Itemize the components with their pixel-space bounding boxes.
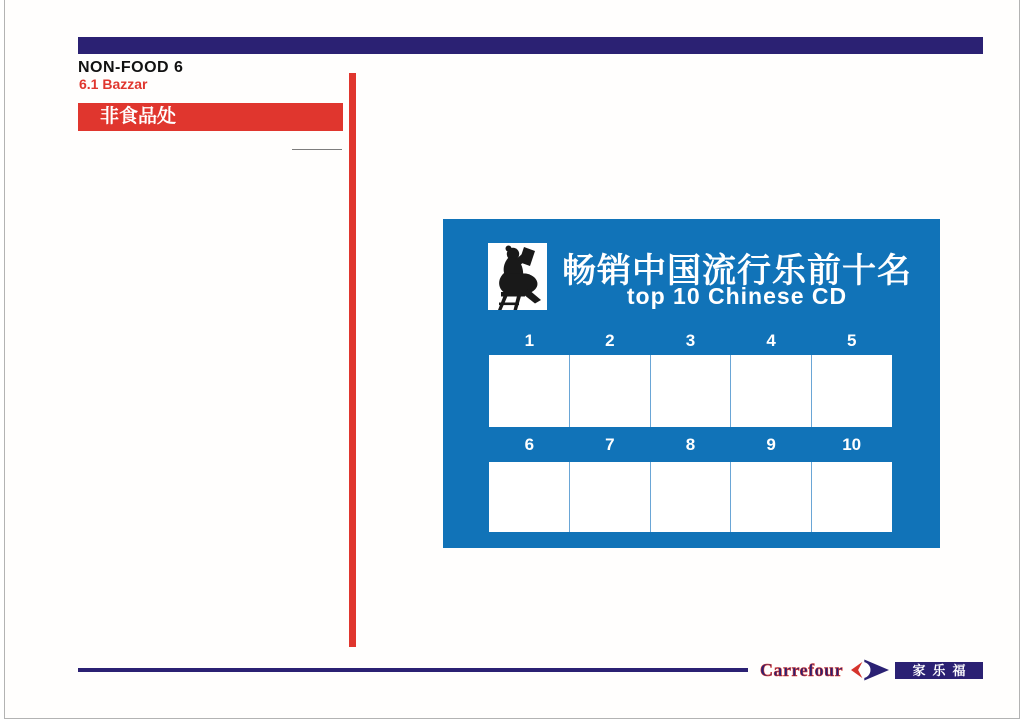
cd-slot bbox=[489, 462, 570, 532]
cd-slot bbox=[651, 355, 732, 427]
rank-number: 2 bbox=[605, 331, 615, 350]
cd-slot bbox=[570, 355, 651, 427]
sign-title-english: top 10 Chinese CD bbox=[626, 283, 848, 309]
rank-number: 1 bbox=[524, 331, 535, 350]
cd-slot bbox=[731, 355, 812, 427]
cd-slot-row-1 bbox=[489, 355, 892, 427]
sign-title-chinese: 畅销中国流行乐前十名 bbox=[562, 252, 912, 290]
rank-number: 7 bbox=[605, 435, 615, 454]
cd-slot bbox=[570, 462, 651, 532]
cd-slot bbox=[812, 355, 892, 427]
top10-cd-sign-panel bbox=[443, 219, 940, 548]
reading-person-silhouette-icon bbox=[488, 243, 547, 310]
cd-slot bbox=[489, 355, 570, 427]
red-vertical-divider bbox=[349, 73, 356, 647]
carrefour-wordmark: Carrefour bbox=[760, 660, 844, 680]
cd-slot bbox=[812, 462, 892, 532]
top-rule bbox=[78, 37, 983, 54]
carrefour-chinese-wordmark: 家乐福 bbox=[895, 662, 983, 679]
section-label-cn: 非食品处 bbox=[100, 106, 177, 127]
page-subtitle: 6.1 Bazzar bbox=[79, 76, 148, 92]
rank-number: 4 bbox=[766, 331, 776, 350]
cd-slot-row-2 bbox=[489, 462, 892, 532]
rank-number: 3 bbox=[685, 331, 696, 350]
cd-slot bbox=[651, 462, 732, 532]
cd-slot bbox=[731, 462, 812, 532]
page-title: NON-FOOD 6 bbox=[78, 59, 184, 76]
section-label-bar bbox=[78, 103, 343, 131]
rank-numbers-row-2 bbox=[489, 435, 892, 457]
rank-number: 10 bbox=[842, 435, 862, 454]
rank-numbers-row-1 bbox=[489, 331, 892, 353]
carrefour-logo-icon bbox=[851, 659, 889, 681]
rank-number: 6 bbox=[524, 435, 535, 454]
bottom-rule bbox=[78, 668, 748, 672]
rank-number: 8 bbox=[685, 435, 696, 454]
rank-number: 9 bbox=[766, 435, 776, 454]
small-rule bbox=[292, 149, 342, 150]
rank-number: 5 bbox=[846, 331, 857, 350]
